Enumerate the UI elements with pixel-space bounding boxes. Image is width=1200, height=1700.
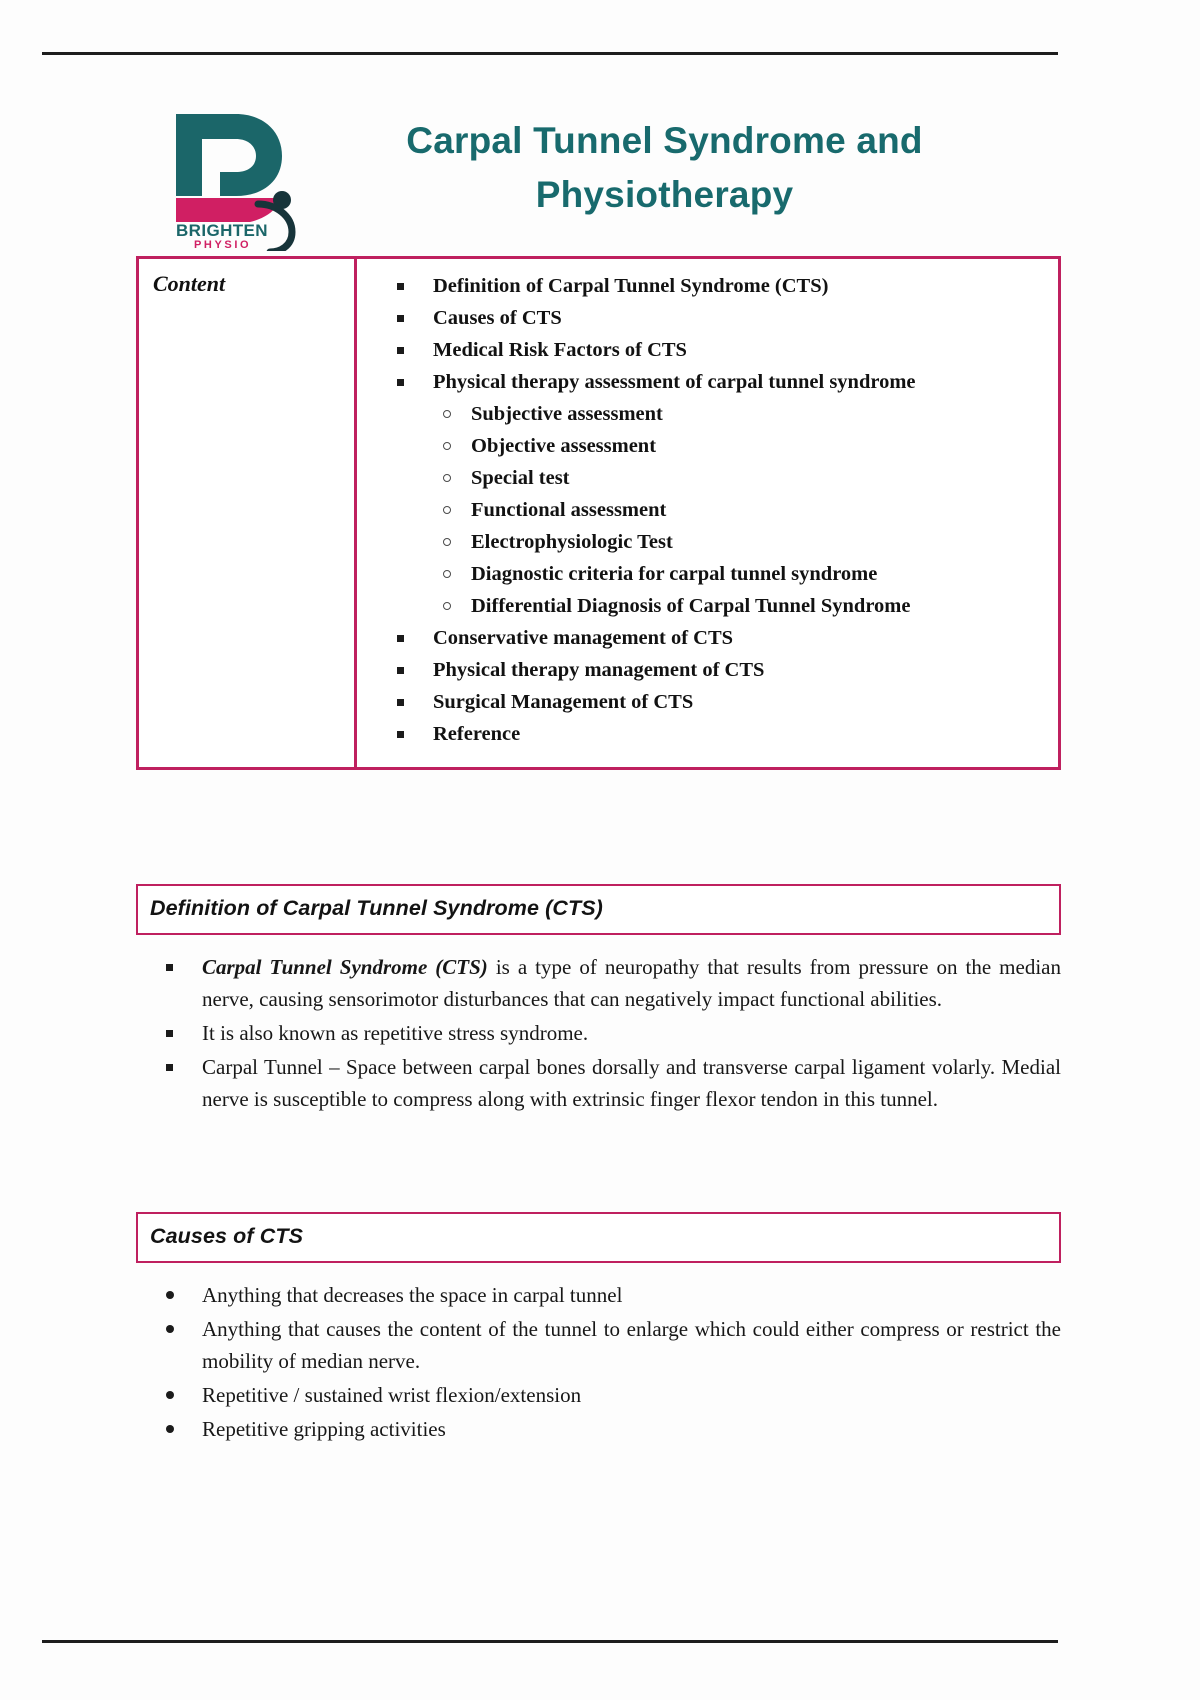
body-bullet-item (136, 1380, 1061, 1412)
section-body-definition (136, 952, 1061, 1118)
logo-brand-sub: PHYSIO (194, 239, 252, 251)
toc-item[interactable] (357, 687, 1048, 719)
brighten-physio-logo (158, 96, 308, 251)
toc-subitem[interactable] (423, 463, 1048, 495)
round-bullet-icon (166, 1325, 174, 1333)
bullet-text: It is also known as repetitive stress syndrome. (202, 1020, 589, 1045)
bullet-text: Repetitive gripping activities (202, 1416, 446, 1441)
toc-subitem-label: Diagnostic criteria for carpal tunnel syndrome (471, 562, 878, 585)
toc-item[interactable] (357, 655, 1048, 687)
section-body-causes (136, 1280, 1061, 1448)
toc-sublist (357, 399, 1048, 623)
logo-brand-text: BRIGHTEN (176, 221, 268, 240)
square-bullet-icon (397, 731, 404, 738)
bullet-text: is a type of neuropathy that results from pressure on the median nerve, causing sensorimotor disturbances that can negatively impact functional abilities. (202, 955, 1061, 1011)
page-top-rule (42, 52, 1058, 55)
toc-subitem-label: Special test (471, 466, 570, 489)
square-bullet-icon (397, 379, 404, 386)
definition-bullet-list (136, 952, 1061, 1116)
toc-subitem[interactable] (423, 495, 1048, 527)
content-table-items-cell (357, 259, 1058, 767)
section-header-causes (136, 1212, 1061, 1263)
toc-item-label: Medical Risk Factors of CTS (433, 338, 687, 361)
circle-bullet-icon (443, 570, 451, 578)
content-label: Content (153, 271, 226, 296)
document-header (136, 96, 1061, 256)
square-bullet-icon (166, 964, 173, 971)
body-bullet-item (136, 1280, 1061, 1312)
toc-subitem-label: Objective assessment (471, 434, 657, 457)
square-bullet-icon (166, 1064, 173, 1071)
square-bullet-icon (397, 667, 404, 674)
circle-bullet-icon (443, 506, 451, 514)
section-header-definition (136, 884, 1061, 935)
table-of-contents-list (357, 271, 1048, 751)
bullet-text: Anything that causes the content of the tunnel to enlarge which could either compress or restrict the mobility of median nerve. (202, 1316, 1061, 1373)
toc-subitem[interactable] (423, 431, 1048, 463)
round-bullet-icon (166, 1425, 174, 1433)
toc-item-label: Reference (433, 722, 521, 745)
section-title: Causes of CTS (150, 1224, 304, 1248)
section-title: Definition of Carpal Tunnel Syndrome (CTS) (150, 896, 603, 920)
square-bullet-icon (166, 1030, 173, 1037)
body-bullet-item (136, 1052, 1061, 1116)
square-bullet-icon (397, 315, 404, 322)
toc-item-label: Definition of Carpal Tunnel Syndrome (CTS) (433, 275, 829, 297)
page-bottom-rule (42, 1640, 1058, 1643)
toc-item[interactable] (357, 303, 1048, 335)
body-bullet-item (136, 1018, 1061, 1050)
body-bullet-item (136, 1314, 1061, 1378)
toc-subitem-label: Electrophysiologic Test (471, 530, 673, 553)
toc-item[interactable] (357, 271, 1048, 303)
content-table (136, 256, 1061, 770)
toc-subitem[interactable] (423, 559, 1048, 591)
square-bullet-icon (397, 699, 404, 706)
toc-subitem-label: Differential Diagnosis of Carpal Tunnel Syndrome (471, 594, 911, 617)
toc-item-label: Conservative management of CTS (433, 626, 734, 649)
round-bullet-icon (166, 1291, 174, 1299)
toc-item-label: Physical therapy management of CTS (433, 658, 765, 681)
round-bullet-icon (166, 1391, 174, 1399)
circle-bullet-icon (443, 474, 451, 482)
square-bullet-icon (397, 283, 404, 290)
square-bullet-icon (397, 635, 404, 642)
toc-item[interactable] (357, 623, 1048, 655)
toc-item[interactable] (357, 367, 1048, 399)
toc-item[interactable] (357, 719, 1048, 751)
toc-item-label: Causes of CTS (433, 306, 562, 329)
toc-item[interactable] (357, 335, 1048, 367)
toc-item-label: Surgical Management of CTS (433, 690, 694, 713)
circle-bullet-icon (443, 442, 451, 450)
body-bullet-item (136, 1414, 1061, 1446)
toc-subitem[interactable] (423, 399, 1048, 431)
bullet-emphasis-text: Carpal Tunnel Syndrome (CTS) (202, 955, 488, 979)
circle-bullet-icon (443, 602, 451, 610)
page-title-line-1: Carpal Tunnel Syndrome and (406, 120, 923, 161)
bullet-text: Carpal Tunnel – Space between carpal bones dorsally and transverse carpal ligament volarly. Medial nerve is susceptible to compress along with extrinsic finger flexor tendon in this tunnel. (202, 1054, 1061, 1111)
page-title (308, 96, 1061, 221)
bullet-text: Anything that decreases the space in carpal tunnel (202, 1283, 623, 1307)
content-table-label-cell (139, 259, 357, 767)
square-bullet-icon (397, 347, 404, 354)
circle-bullet-icon (443, 410, 451, 418)
page-title-line-2: Physiotherapy (535, 173, 794, 215)
toc-subitem-label: Functional assessment (471, 498, 667, 521)
toc-subitem[interactable] (423, 527, 1048, 559)
toc-subitem[interactable] (423, 591, 1048, 623)
logo-icon (158, 96, 308, 251)
circle-bullet-icon (443, 538, 451, 546)
bullet-text: Repetitive / sustained wrist flexion/extension (202, 1382, 582, 1407)
causes-bullet-list (136, 1280, 1061, 1446)
toc-item-label: Physical therapy assessment of carpal tunnel syndrome (433, 370, 916, 393)
toc-subitem-label: Subjective assessment (471, 402, 663, 425)
body-bullet-item (136, 952, 1061, 1016)
